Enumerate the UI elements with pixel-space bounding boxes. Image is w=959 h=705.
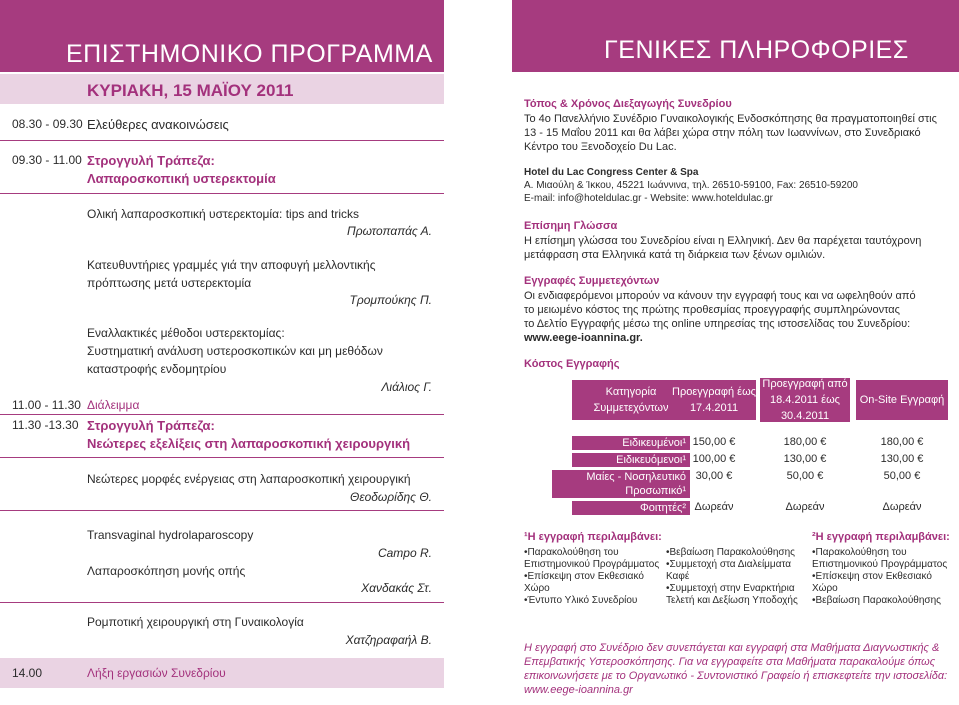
list-item: •Συμμετοχή στην Εναρκτήρια Τελετή και Δεξίωση Υποδοχής	[666, 583, 798, 606]
list-item: •Επίσκεψη στον Εκθεσιακό Χώρο	[524, 571, 644, 594]
table-cell: Δωρεάν	[694, 501, 734, 513]
session-time: 14.00	[12, 666, 43, 680]
session-title: Ελεύθερες ανακοινώσεις	[87, 117, 229, 132]
table-row-label: Ειδικευόμενοι¹	[572, 453, 690, 467]
table-cell: 130,00 €	[783, 453, 827, 465]
talk-title: Κατευθυντήριες γραμμές γιά την αποφυγή μελλοντικής	[87, 258, 376, 272]
inclusions-heading: ¹Η εγγραφή περιλαμβάνει:	[524, 531, 662, 543]
divider	[0, 140, 444, 141]
divider	[0, 510, 444, 511]
table-cell: 130,00 €	[880, 453, 924, 465]
section-heading: Επίσημη Γλώσσα	[524, 220, 618, 232]
paragraph-line: το μειωμένο κόστος της πρώτης προθεσμίας προεγγραφής συμπληρώνοντας	[524, 304, 900, 316]
table-header-category: Κατηγορία Συμμετεχόντων	[572, 380, 690, 420]
paragraph-line: Το 4ο Πανελλήνιο Συνέδριο Γυναικολογικής Ενδοσκόπησης θα πραγματοποιηθεί στις	[524, 113, 937, 125]
session-title: Στρογγυλή Τράπεζα:	[87, 418, 215, 433]
divider	[0, 414, 444, 415]
talk-title-cont: Συστηματική ανάλυση υστεροσκοπικών και μη μεθόδων	[87, 344, 383, 358]
table-row-label: Φοιτητές²	[572, 501, 690, 515]
paragraph-line: Οι ενδιαφερόμενοι μπορούν να κάνουν την εγγραφή τους και να ωφεληθούν από	[524, 290, 916, 302]
talk-title: Λαπαροσκόπηση μονής οπής	[87, 564, 246, 578]
talk-title: Νεώτερες μορφές ενέργειας στη λαπαροσκοπική χειρουργική	[87, 472, 411, 486]
table-cell: Δωρεάν	[882, 501, 922, 513]
paragraph-line: Η επίσημη γλώσσα του Συνεδρίου είναι η Ελληνική. Δεν θα παρέχεται ταυτόχρονη	[524, 235, 922, 247]
list-item: •Παρακολούθηση του Επιστημονικού Προγράμματος	[812, 547, 948, 570]
table-header-early: Προεγγραφή έως 17.4.2011	[672, 380, 756, 420]
note-line: Η εγγραφή στο Συνέδριο δεν συνεπάγεται και εγγραφή στα Μαθήματα Διαγνωστικής &	[524, 642, 940, 654]
table-cell: 180,00 €	[783, 436, 827, 448]
speaker: Χατζηραφαήλ Β.	[345, 633, 432, 647]
table-header-late: Προεγγραφή από 18.4.2011 έως 30.4.2011	[760, 378, 850, 422]
table-cell: 150,00 €	[692, 436, 736, 448]
session-subtitle: Νεώτερες εξελίξεις στη λαπαροσκοπική χειρουργική	[87, 436, 411, 451]
session-time: 08.30 - 09.30	[12, 117, 83, 131]
hotel-contact: E-mail: info@hoteldulac.gr - Website: www.hoteldulac.gr	[524, 193, 773, 204]
list-item: •Συμμετοχή στα Διαλείμματα Καφέ	[666, 559, 792, 582]
registration-link[interactable]: www.eege-ioannina.gr.	[524, 332, 643, 344]
hotel-address: Α. Μιαούλη & Ίκκου, 45221 Ιωάννινα, τηλ. 26510-59100, Fax: 26510-59200	[524, 180, 858, 191]
hotel-name: Hotel du Lac Congress Center & Spa	[524, 167, 699, 178]
paragraph-line: μετάφραση στα Ελληνικά κατά τη διάρκεια των ξένων ομιλιών.	[524, 249, 826, 261]
speaker: Θεοδωρίδης Θ.	[349, 490, 432, 504]
talk-title: Ολική λαπαροσκοπική υστερεκτομία: tips and tricks	[87, 207, 360, 221]
divider	[0, 193, 444, 194]
note-line: επικοινωνήσετε με το Οργανωτικό - Συντονιστικό Γραφείο ή επισκεφτείτε την ιστοσελίδα:	[524, 670, 948, 682]
talk-title-cont: πρόπτωσης μετά υστερεκτομία	[87, 276, 252, 290]
list-item: •Έντυπο Υλικό Συνεδρίου	[524, 595, 638, 606]
table-cell: 50,00 €	[883, 470, 921, 482]
table-row-label: Ειδικευμένοι¹	[572, 436, 690, 450]
talk-title-cont: καταστροφής ενδομητρίου	[87, 362, 227, 376]
table-cell: 30,00 €	[695, 470, 733, 482]
session-title: Λήξη εργασιών Συνεδρίου	[87, 666, 226, 680]
inclusions-list	[524, 547, 664, 607]
list-item: •Βεβαίωση Παρακολούθησης	[812, 595, 941, 606]
left-header-title: ΕΠΙΣΤΗΜΟΝΙΚΟ ΠΡΟΓΡΑΜΜΑ	[66, 40, 433, 68]
speaker: Τρομπούκης Π.	[349, 293, 432, 307]
paragraph-line: το Δελτίο Εγγραφής μέσω της online υπηρεσίας της ιστοσελίδας του Συνεδρίου:	[524, 318, 911, 330]
talk-title: Εναλλακτικές μέθοδοι υστερεκτομίας:	[87, 326, 285, 340]
section-heading: Κόστος Εγγραφής	[524, 358, 620, 370]
session-time: 11.00 - 11.30	[12, 398, 81, 412]
paragraph-line: Κέντρο του Ξενοδοχείο Du Lac.	[524, 141, 677, 153]
list-item: •Επίσκεψη στον Εκθεσιακό Χώρο	[812, 571, 932, 594]
note-line: Επεμβατικής Υστεροσκόπησης. Για να εγγραφείτε στα Μαθήματα παρακαλούμε όπως	[524, 656, 936, 668]
session-title: Στρογγυλή Τράπεζα:	[87, 153, 215, 168]
paragraph-line: 13 - 15 Μαΐου 2011 και θα λάβει χώρα στην πόλη των Ιωαννίνων, στο Συνεδριακό	[524, 127, 921, 139]
right-header-title: ΓΕΝΙΚΕΣ ΠΛΗΡΟΦΟΡΙΕΣ	[604, 36, 909, 64]
session-time: 09.30 - 11.00	[12, 153, 82, 167]
inclusions-list	[666, 547, 806, 607]
talk-title: Ρομποτική χειρουργική στη Γυναικολογία	[87, 615, 304, 629]
session-subtitle: Λαπαροσκοπική υστερεκτομία	[87, 171, 276, 186]
speaker: Χανδακάς Στ.	[361, 581, 432, 595]
section-heading: Τόπος & Χρόνος Διεξαγωγής Συνεδρίου	[524, 98, 732, 110]
section-heading: Εγγραφές Συμμετεχόντων	[524, 275, 660, 287]
divider	[0, 457, 444, 458]
table-cell: Δωρεάν	[785, 501, 825, 513]
list-item: •Παρακολούθηση του Επιστημονικού Προγράμματος	[524, 547, 660, 570]
cost-table	[524, 380, 948, 520]
table-cell: 50,00 €	[786, 470, 824, 482]
table-row-label: Μαίες - Νοσηλευτικό Προσωπικό¹	[552, 470, 690, 498]
talk-title: Transvaginal hydrolaparoscopy	[87, 528, 254, 542]
table-cell: 180,00 €	[880, 436, 924, 448]
speaker: Λιάλιος Γ.	[381, 380, 432, 394]
inclusions-heading: ²Η εγγραφή περιλαμβάνει:	[812, 531, 950, 543]
session-time: 11.30 -13.30	[12, 418, 79, 432]
list-item: •Βεβαίωση Παρακολούθησης	[666, 547, 795, 558]
table-header-onsite: On-Site Εγγραφή	[856, 380, 948, 420]
note-link[interactable]: www.eege-ioannina.gr	[524, 684, 633, 696]
table-cell: 100,00 €	[692, 453, 736, 465]
speaker: Πρωτοπαπάς Α.	[347, 224, 432, 238]
divider	[0, 602, 444, 603]
inclusions-list	[812, 547, 952, 607]
session-title: Διάλειμμα	[87, 398, 140, 412]
day-title: ΚΥΡΙΑΚΗ, 15 ΜΑΪΟΥ 2011	[87, 81, 294, 100]
speaker: Campo R.	[377, 546, 432, 560]
